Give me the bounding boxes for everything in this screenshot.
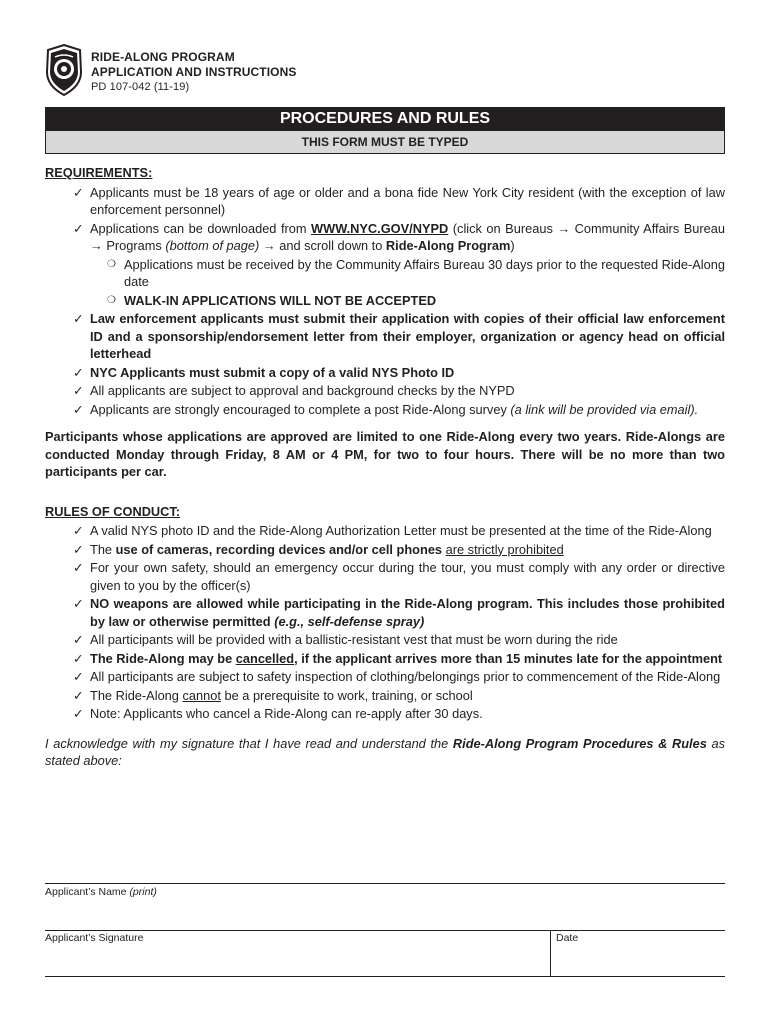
program-title: RIDE-ALONG PROGRAM — [91, 50, 235, 64]
applicant-name-label: Applicant’s Name (print) — [45, 886, 157, 898]
nypd-badge-icon — [45, 44, 83, 96]
conduct-heading: RULES OF CONDUCT: — [45, 503, 181, 519]
form-body — [45, 164, 725, 770]
conduct-item: ✓ The use of cameras, recording devices and/or cell phones are strictly prohibited — [73, 541, 564, 557]
requirement-item: ✓ Applications can be downloaded from WWW.NYC.GOV/NYPD (click on Bureaus → Community Affairs Bureau → Programs (bottom of page) → and scroll down to Ride-Along Program) — [73, 220, 725, 253]
requirement-item: ✓ Law enforcement applicants must submit their application with copies of their official law enforcement ID and a sponsorship/endorsement letter from their employer, organization or agency head on official letterhead — [73, 311, 725, 361]
program-subtitle: APPLICATION AND INSTRUCTIONS — [91, 65, 297, 79]
nypd-website-link[interactable]: WWW.NYC.GOV/NYPD — [311, 220, 449, 236]
checkmark-icon: ✓ — [73, 220, 84, 236]
signature-date-top-rule — [45, 930, 725, 931]
checkmark-icon: ✓ — [73, 632, 84, 647]
checkmark-icon: ✓ — [73, 650, 84, 666]
checkmark-icon: ✓ — [73, 687, 84, 703]
checkmark-icon: ✓ — [73, 596, 84, 611]
requirement-item: ✓ NYC Applicants must submit a copy of a valid NYS Photo ID — [73, 364, 455, 380]
signature-date-divider — [550, 930, 551, 976]
requirement-subitem: ❍ WALK-IN APPLICATIONS WILL NOT BE ACCEPTED — [107, 292, 437, 308]
conduct-item: ✓ All participants are subject to safety inspection of clothing/belongings prior to commencement of the Ride-Along — [73, 669, 721, 684]
conduct-item: ✓ A valid NYS photo ID and the Ride-Along Authorization Letter must be presented at the time of the Ride-Along — [73, 523, 712, 538]
header-text — [91, 50, 296, 95]
conduct-item: ✓ Note: Applicants who cancel a Ride-Along can re-apply after 30 days. — [73, 706, 483, 721]
checkmark-icon: ✓ — [73, 383, 84, 398]
conduct-item: ✓ The Ride-Along cannot be a prerequisite to work, training, or school — [73, 687, 473, 703]
checkmark-icon: ✓ — [73, 401, 84, 417]
checkmark-icon: ✓ — [73, 364, 84, 380]
page-title: PROCEDURES AND RULES — [45, 107, 725, 131]
checkmark-icon: ✓ — [73, 311, 84, 326]
checkmark-icon: ✓ — [73, 184, 84, 200]
applicant-signature-label: Applicant’s Signature — [45, 932, 144, 944]
form-header — [45, 44, 735, 100]
applicant-name-field[interactable] — [45, 883, 725, 884]
requirements-heading: REQUIREMENTS: — [45, 165, 153, 180]
checkmark-icon: ✓ — [73, 523, 84, 538]
page-subtitle: THIS FORM MUST BE TYPED — [45, 131, 725, 154]
checkmark-icon: ✓ — [73, 706, 84, 721]
requirement-item: ✓ Applicants are strongly encouraged to complete a post Ride-Along survey (a link will be provided via email). — [73, 401, 699, 417]
form-code: PD 107-042 (11-19) — [91, 81, 190, 93]
date-label: Date — [556, 932, 579, 944]
requirement-subitem: ❍ Applications must be received by the Community Affairs Bureau 30 days prior to the requested Ride-Along date — [107, 256, 725, 289]
participants-note: Participants whose applications are approved are limited to one Ride-Along every two years. Ride-Alongs are conducted Monday through Friday, 8 AM or 4 PM, for two to four hours. There will be no more than two participants per car. — [45, 429, 725, 479]
conduct-item: ✓ All participants will be provided with a ballistic-resistant vest that must be worn during the ride — [73, 632, 618, 647]
checkmark-icon: ✓ — [73, 669, 84, 684]
conduct-item: ✓ For your own safety, should an emergency occur during the tour, you must comply with any order or directive given to you by the officer(s) — [73, 560, 725, 593]
acknowledgment-text: I acknowledge with my signature that I have read and understand the Ride-Along Program Procedures & Rules as stated above: — [45, 735, 726, 768]
requirement-item: ✓ All applicants are subject to approval and background checks by the NYPD — [73, 383, 515, 398]
requirement-item: ✓ Applicants must be 18 years of age or older and a bona fide New York City resident (with the exception of law enforcement personnel) — [73, 184, 725, 217]
circle-bullet-icon: ❍ — [107, 294, 116, 306]
checkmark-icon: ✓ — [73, 541, 84, 557]
circle-bullet-icon: ❍ — [107, 258, 116, 270]
conduct-item: ✓ NO weapons are allowed while participating in the Ride-Along program. This includes those prohibited by law or otherwise permitted (e.g., self-defense spray) — [73, 596, 725, 629]
checkmark-icon: ✓ — [73, 560, 84, 575]
conduct-item: ✓ The Ride-Along may be cancelled, if the applicant arrives more than 15 minutes late for the appointment — [73, 650, 723, 666]
applicant-signature-field[interactable] — [45, 976, 725, 977]
